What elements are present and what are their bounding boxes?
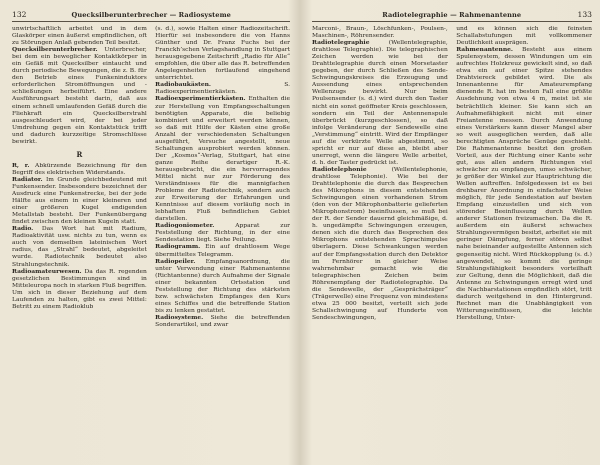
dictionary-entry	[155, 258, 290, 314]
entry-term: R, r.	[12, 161, 30, 169]
dictionary-entry	[155, 81, 290, 95]
running-head: Quecksilberunterbrecher — Radiosysteme	[71, 11, 231, 19]
entry-text: Marconi-, Braun-, Löschfunken-, Poulsen-, Maschinen-, Röhrensender.	[312, 25, 448, 40]
entry-text: Da das R. regenden gesetzlichen Bestimmungen sind in Mitteleuropa noch in starken Fluß begriffen. Um sich in dieser Beziehung auf dem Laufenden zu halten, gibt es zwei Mittel: Betritt zu einem Radioklub	[12, 267, 147, 310]
entry-term: Radiogramm.	[155, 243, 201, 251]
dictionary-entry	[12, 162, 147, 176]
dictionary-entry	[456, 46, 592, 321]
entry-text: unwirtschaftlich arbeitet und in dem Glaskörper einen äußerst empfindlichen, oft zu Störungen Anlaß gebenden Teil besitzt.	[12, 25, 147, 47]
entry-text: und es können sich die feinsten Schallabstufungen mit vollkommener Deutlichkeit ausprägen.	[456, 25, 592, 47]
dictionary-entry	[312, 25, 448, 39]
entry-text: S. Radioexperimentierkästen.	[155, 81, 290, 96]
left-page	[0, 0, 296, 465]
entry-text: Besteht aus einem Spulensystem, dessen Windungen um ein aufrechtes Holzkreuz gewickelt sind, so daß etwa ein auf einer Spitze stehendes Drahtviereck gebildet wird. Die als Innenantenne für Amateurempfang dienende R. hat im besten Fall eine größte Ausdehnung von etwa 4 m, meist ist sie beträchtlich kleiner. Sie kann sich an Aufnahmefähigkeit nicht mit einer Freiantenne messen. Durch Anwendung eines Verstärkers kann dieser Mangel aber so weit ausgeglichen werden, daß alle berechtigten Ansprüche Genüge geschieht. Die Rahmenantenne besitzt den großen Vorteil, aus der Richtung einer Kante sehr gut, aus allen andern Richtungen viel schwächer zu empfangen, umso schwächer, je größer der Winkel zur Hauptrichtung die Wellen auftreffen. Infolgedessen ist es bei drehbarer Anordnung in einfachster Weise möglich, für jede Sendestation auf besten Empfang einzustellen und sich von störender Beeinflussung durch Wellen anderer Stationen freizumachen. Da die R. außerdem ein äußerst schwaches Strahlungsvermögen besitzt, arbeitet sie mit geringer Dämpfung, ferner stören selbst nahe beieinander aufgestellte Antennen sich gegenseitig nicht. Wird Rückkopplung (s. d.) angewendet, so kommt die geringe Strahlungsfähigkeit besonders vorteilhaft zur Geltung, denn die Möglichkeit, daß die Antenne zu Schwingungen erregt wird und die Nachbarstationen empfindlich stört, tritt dadurch weitgehend in den Hintergrund. Rechnet man die Unabhängigkeit von Witterungseinflüssen, die leichte Herstellung, Unter-	[456, 46, 592, 321]
page-number: 133	[577, 10, 592, 19]
entry-text: Empfangsanordnung, die unter Verwendung einer Rahmenantenne (Richtantenne) durch Aufnahme der Signale einer bekannten Ortsstation und Feststellung der Richtung des stärksten bzw. schwächsten Empfanges den Kurs eines Schiffes und die betreffende Station bis zu lenken gestattet.	[155, 257, 290, 314]
left-page-header	[12, 10, 290, 22]
dictionary-entry	[312, 39, 448, 166]
entry-term: Radioexperimentierkästen.	[155, 95, 246, 103]
entry-text: Siehe die betreffenden Sonderartikel, und zwar	[155, 313, 290, 328]
left-column-2	[155, 25, 290, 465]
dictionary-entry	[12, 46, 147, 145]
dictionary-entry	[12, 25, 147, 46]
entry-text: (s. d.), sowie Halten einer Radiozeitschrift. Hierfür sei insbesondere die von Hanns Günther und Dr. Franz Fuchs bei der Franckh’schen Verlagshandlung in Stuttgart herausgegebene Zeitschrift „Radio für Alle“ empfohlen, die über alle das R. betreffenden Angelegenheiten fortlaufend eingehend unterrichtet.	[155, 25, 290, 82]
entry-text: Unterbrecher, bei dem ein beweglicher Kontaktkörper in ein Gefäß mit Quecksilber eintaucht und durch periodische Bewegungen, die z. B. für den Betrieb eines Funkeninduktors erforderlichen Stromöffnungen und -schließungen herbeiführt. Eine andere Ausführungsart besteht darin, daß aus einem schnell umlaufenden Gefäß durch die Fliehkraft ein Quecksilberstrahl ausgeschleudert wird, der bei jeder Umdrehung gegen ein Kontaktstück trifft und dadurch kurzzeitige Stromschlüsse bewirkt.	[12, 46, 147, 145]
entry-text: (Wellentelegraphie, drahtlose Telegraphie). Die telegraphischen Zeichen werden wie bei der Drahttelegraphie durch einen Morsetaster gegeben, der durch Schließen des Sende-Schwingungskreises die Erzeugung und Aussendung eines entsprechenden Wellenzugs bewirkt. Nur beim Poulsensender (s. d.) wird durch den Taster nicht ein sonst geöffneter Kreis geschlossen, sondern ein Teil der Antennenspule überbrückt (kurzgeschlossen), so daß infolge Veränderung der Sendewelle eine „Verstimmung“ eintritt. Wird der Empfänger auf die verkürzte Welle abgestimmt, so spricht er nur auf diese an, bleibt aber unerregt, wenn die längere Welle arbeitet, d. h. der Taster gedrückt ist.	[312, 39, 448, 166]
dictionary-entry	[456, 25, 592, 46]
entry-text: Das Wort hat mit Radium, Radioaktivität usw. nichts zu tun, wenn es auch von demselben lateinischen Wort radius, das „Strahl“ bedeutet, abgeleitet wurde. Radiotechnik bedeutet also Strahlungstechnik.	[12, 225, 147, 268]
dictionary-entry	[155, 25, 290, 81]
dictionary-entry	[155, 222, 290, 243]
entry-text: (Wellentelephonie, drahtlose Telephonie). Wie bei der Drahttelephonie die durch das Besprechen des Mikrophons in diesem entstehenden Schwingungen einen vorhandenen Strom (den von der Mikrophonbatterie gelieferten Mikrophonstrom) beeinflussen, so muß bei der R. der Sender dauernd gleichmäßige, d. h. ungedämpfte Schwingungen erzeugen, denen sich die durch das Besprechen des Mikrophons entstehenden Sprachimpulse überlagern. Diese Schwankungen werden auf der Empfangsstation durch den Detektor im Fernhörer in gleicher Weise wahrnehmbar gemacht wie die telegraphischen Zeichen beim Röhrenempfang der Radiotelegraphie. Da die Sendewelle, der „Gesprächsträger“ (Trägerwelle) eine Frequenz von mindestens etwa 25 000 besitzt, verteilt sich jede Schallschwingung auf Hunderte von Sendeschwingungen,	[312, 165, 448, 321]
right-page-header	[312, 10, 592, 22]
right-column-2	[456, 25, 592, 465]
entry-term: Radiobaukästen.	[155, 81, 211, 89]
entry-term: Radiotelegraphie	[312, 39, 370, 47]
dictionary-entry	[155, 314, 290, 328]
right-page	[304, 0, 600, 465]
entry-term: Radiogoniometer.	[155, 222, 215, 230]
entry-term: Radiosysteme.	[155, 313, 204, 321]
running-head: Radiotelegraphie — Rahmenantenne	[382, 11, 522, 19]
entry-term: Radiotelephonie	[312, 165, 367, 173]
entry-text: Enthalten die zur Herstellung von Empfangsschaltungen benötigten Apparate, die beliebig kombiniert und erweitert werden können, so daß mit Hilfe der Kästen eine große Anzahl der verschiedensten Schaltungen ausgeführt, Versuche angestellt, neue Schaltungen ausprobiert werden können. Der „Kosmos“-Verlag, Stuttgart, hat eine ganze Reihe derartiger R.-K. herausgebracht, die ein hervorragendes Mittel nicht nur zur Förderung des Verständnisses für die mannigfachen Probleme der Radiotechnik, sondern auch zur Erweiterung der Erfahrungen und Kenntnisse auf diesem vorläufig noch in lebhaftem Fluß befindlichen Gebiet darstellen.	[155, 95, 290, 223]
entry-term: Quecksilberunterbrecher.	[12, 46, 98, 54]
dictionary-entry	[12, 176, 147, 225]
page-number: 132	[12, 10, 27, 19]
entry-text: Im Grunde gleichbedeutend mit Funkensender. Insbesondere bezeichnet der Ausdruck eine Funkenstrecke, bei der jede Hälfte aus einem in einer kleineren und einer größeren Kugel endigenden Metallstab besteht. Der Funkenübergang findet zwischen den kleinen Kugeln statt.	[12, 175, 147, 226]
entry-text: Abkürzende Bezeichnung für den Begriff des elektrischen Widerstands.	[12, 161, 147, 176]
dictionary-entry	[155, 243, 290, 257]
dictionary-entry	[312, 166, 448, 321]
entry-term: Rahmenantenne.	[456, 46, 513, 54]
section-letter: R	[76, 149, 83, 159]
left-column-1	[12, 25, 147, 465]
dictionary-entry	[12, 268, 147, 310]
entry-term: Radioamateurwesen.	[12, 267, 82, 275]
right-column-1	[312, 25, 448, 465]
entry-text: Ein auf drahtlosem Wege übermitteltes Telegramm.	[155, 243, 290, 258]
entry-term: Radio.	[12, 225, 34, 233]
entry-term: Radiator.	[12, 175, 43, 183]
dictionary-entry	[155, 95, 290, 222]
dictionary-entry	[12, 225, 147, 267]
entry-term: Radiopeiler.	[155, 257, 196, 265]
entry-text: Apparat zur Feststellung der Richtung, in der eine Sendestation liegt. Siehe Peilung.	[155, 222, 290, 244]
